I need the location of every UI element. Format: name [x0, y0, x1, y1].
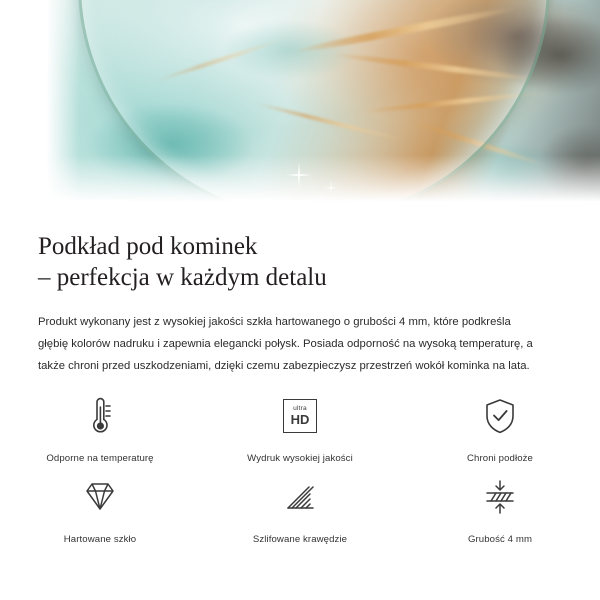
feature-item-temperature [0, 383, 200, 464]
hero-image [0, 0, 600, 215]
feature-item-polished-edges [200, 464, 400, 545]
sparkle-icon [330, 180, 331, 196]
description-paragraph: Produkt wykonany jest z wysokiej jakości szkła hartowanego o grubości 4 mm, które podkreśla głębię kolorów nadruku i zapewnia elegancki połysk. Posiada odporność na wysoką temperaturę, a także chroni przed uszkodzeniami, dzięki czemu zabezpieczysz przestrzeń wokół kominka na lata. [38, 316, 533, 372]
ultra-hd-top-label: ultra [293, 404, 307, 412]
feature-label: Odporne na temperaturę [46, 453, 154, 464]
page-title-line-2: – perfekcja w każdym detalu [38, 264, 327, 291]
feature-item-tempered-glass [0, 464, 200, 545]
page-title [0, 215, 600, 293]
hero-teal-blot [200, 10, 380, 90]
feature-label: Wydruk wysokiej jakości [247, 453, 353, 464]
feature-label: Chroni podłoże [467, 453, 533, 464]
thickness-arrows-icon [479, 474, 521, 520]
feature-label: Grubość 4 mm [467, 534, 533, 545]
feature-grid [0, 383, 600, 545]
diamond-icon [79, 474, 121, 520]
hero-bottom-fade [0, 155, 600, 215]
feature-row-2 [0, 464, 600, 545]
page-title-line-1: Podkład pod kominek [38, 233, 258, 260]
feature-item-thickness [400, 464, 600, 545]
feature-item-print-quality [200, 383, 400, 464]
feature-row-1 [0, 383, 600, 464]
thermometer-icon [80, 393, 120, 439]
feature-item-surface-protection [400, 383, 600, 464]
ultra-hd-bottom-label: HD [290, 412, 310, 428]
feature-label: Szlifowane krawędzie [252, 534, 348, 545]
polished-edges-icon [279, 474, 321, 520]
sparkle-icon [298, 162, 300, 188]
feature-label: Hartowane szkło [63, 534, 137, 545]
text-content [0, 215, 600, 377]
ultra-hd-icon [283, 393, 317, 439]
shield-check-icon [480, 393, 520, 439]
